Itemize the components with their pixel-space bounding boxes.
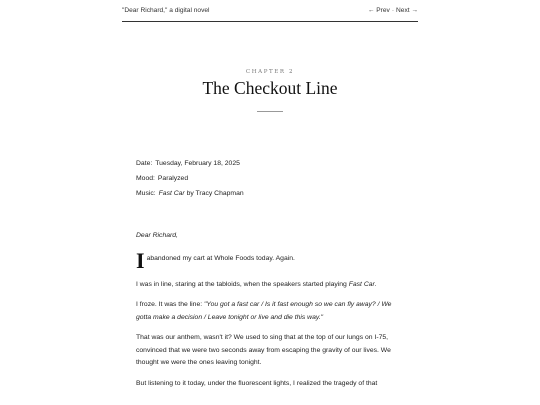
- nav-separator: ·: [391, 7, 395, 14]
- letter-body: [136, 230, 404, 398]
- chapter-header: [0, 69, 540, 112]
- meta-date: [136, 156, 244, 171]
- paragraph-5: But listening to it today, under the fluorescent lights, I realized the tragedy of that: [136, 379, 378, 387]
- title-divider: [257, 111, 283, 112]
- meta-mood: [136, 171, 244, 186]
- meta-mood-key: Mood:: [136, 175, 155, 182]
- salutation: Dear Richard,: [136, 232, 178, 239]
- chapter-label: CHAPTER 2: [245, 69, 295, 75]
- paragraph-2-song: Fast Car: [348, 280, 375, 288]
- chapter-title: The Checkout Line: [202, 78, 338, 98]
- meta-music-key: Music:: [136, 190, 156, 197]
- meta-music: [136, 186, 244, 201]
- top-bar: [122, 0, 418, 22]
- chapter-nav: [368, 7, 418, 14]
- meta-date-key: Date:: [136, 160, 153, 167]
- meta-mood-value: Paralyzed: [157, 175, 189, 182]
- meta-music-song: Fast Car: [158, 190, 185, 197]
- paragraph-3-text: I froze. It was the line:: [136, 301, 204, 308]
- paragraph-1-text: abandoned my cart at Whole Foods today. Again.: [146, 254, 295, 262]
- paragraph-2-text-a: I was in line, staring at the tabloids, when the speakers started playing: [136, 280, 349, 288]
- prev-link[interactable]: ← Prev: [367, 7, 390, 14]
- meta-date-value: Tuesday, February 18, 2025: [155, 160, 240, 167]
- paragraph-2: [136, 279, 404, 292]
- meta-music-artist: by Tracy Chapman: [184, 190, 244, 197]
- entry-meta: [136, 156, 244, 201]
- paragraph-2-text-b: .: [374, 280, 377, 288]
- paragraph-4: That was our anthem, wasn't it? We used to sing that at the top of our lungs on I-75, convinced that we were two seconds away from escaping the gravity of our lives. We thought we were the ones leaving tonight.: [136, 334, 391, 366]
- paragraph-3-quote: "You got a fast car / Is it fast enough so we can fly away? / We gotta make a decision / Leave tonight or live and die this way.": [136, 301, 392, 321]
- paragraph-1: [136, 247, 404, 273]
- site-title[interactable]: "Dear Richard," a digital novel: [122, 7, 210, 14]
- drop-cap: I: [136, 247, 145, 273]
- paragraph-3: [136, 299, 404, 324]
- next-link[interactable]: Next →: [396, 7, 418, 14]
